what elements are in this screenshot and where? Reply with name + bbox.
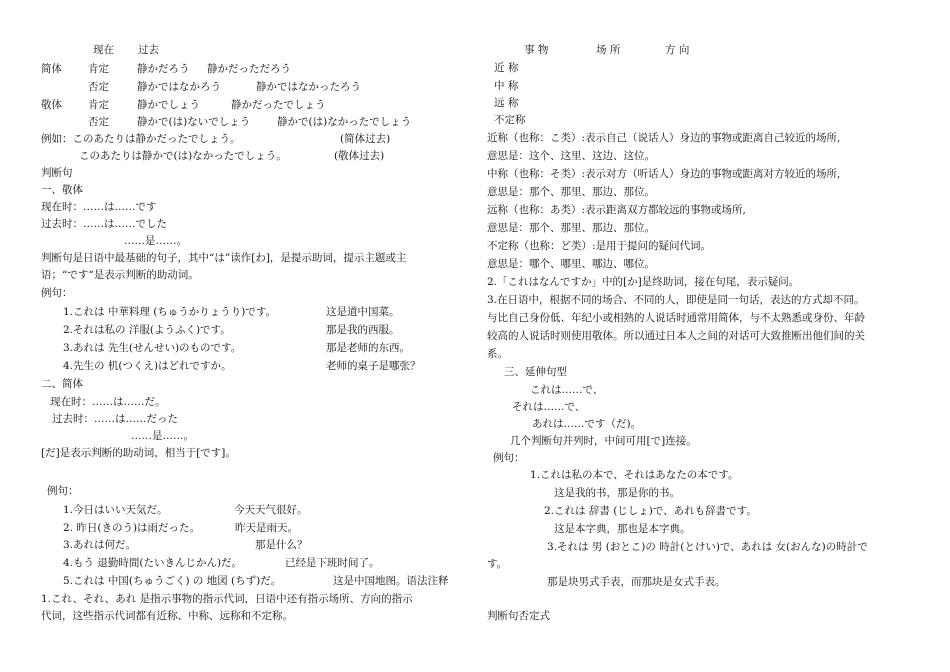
example-jp: 4.先生の 机(つくえ)はどれですか。 (63, 360, 232, 372)
notes-line: 代词，这些指示代词都有近称、中称、远称和不定称。 (41, 610, 293, 622)
text-line: 与比自己身份低、年纪小或相熟的人说话时通常用简体，与不太熟悉或身份、年龄 (487, 312, 865, 324)
row-kind: 肯定 (88, 99, 109, 111)
text-line: 中称（也称：そ类）:表示对方（听话人）身边的事物或距离对方较近的场所, (487, 168, 841, 180)
example-cn: 已经是下班时间了。 (285, 557, 380, 569)
table-row-label: 中 称 (494, 80, 519, 92)
explanation-line: 判断句是日语中最基础的句子，其中“は”读作[わ]，是提示助词，提示主题或主 (41, 252, 407, 264)
row-now: 静かでしょう (137, 99, 200, 111)
row-past: 静かではなかったろう (256, 81, 361, 93)
plain-past-pattern: 过去时：……は……だった (52, 413, 178, 425)
text-line: 近称（也称：こ类）:表示自己（说话人）身边的事物或距离自己较近的场所, (487, 132, 841, 144)
polite-meaning: ……是……。 (124, 235, 187, 247)
row-past: 静かだったでしょう (231, 99, 326, 111)
table-row-label: 近 称 (494, 62, 519, 74)
example-cn: 那是我的西服。 (326, 324, 400, 336)
example-jp: 2.それは私の 洋服(ようふく)です。 (63, 324, 231, 336)
polite-past-pattern: 过去时：……は……でした (41, 218, 167, 230)
example-cn: 老师的桌子是哪张？ (326, 360, 421, 372)
example-intro-note: (简体过去) (340, 133, 391, 145)
example-label: 例句： (493, 452, 525, 464)
example-jp: 4.もう 退勤時間(たいきんじかん)だ。 (63, 557, 243, 569)
example-jp: 3.あれは何だ。 (63, 539, 137, 551)
section-heading-polite: 一、敬体 (41, 184, 83, 196)
row-past: 静かだっただろう (207, 63, 291, 75)
example-cn: 昨天是雨天。 (235, 522, 298, 534)
example-label: 例句： (47, 485, 79, 497)
notes-line: 1.これ、それ、あれ 是指示事物的指示代词，日语中还有指示场所、方向的指示 (41, 593, 413, 605)
table-row-label: 远 称 (494, 97, 519, 109)
example-2-note: (敬体过去) (334, 150, 385, 162)
extend-explanation: 几个判断句并列时，中间可用[で]连接。 (510, 435, 697, 447)
text-line: 3.在日语中，根据不同的场合、不同的人，即使是同一句话，表达的方式却不同。 (487, 294, 865, 306)
plain-explanation: [だ]是表示判断的助动词，相当于[です]。 (41, 447, 236, 459)
example-line: 这是本字典，那也是本字典。 (554, 523, 691, 535)
row-kind: 肯定 (88, 63, 109, 75)
example-line: す。 (487, 558, 508, 570)
example-jp: 1.今日はいい天気だ。 (63, 504, 168, 516)
text-line: 远称（也称：あ类）:表示距离双方都较远的事物或场所, (487, 204, 746, 216)
example-cn: 今天天气很好。 (234, 504, 308, 516)
row-now: 静かではなかろう (137, 81, 221, 93)
table-header-thing: 事 物 (524, 44, 549, 56)
example-line: 2.これは 辞書 (じしょ)で、あれも辞書です。 (544, 505, 757, 517)
text-line: 系。 (487, 348, 508, 360)
footer-heading: 判断句否定式 (487, 610, 550, 622)
example-cn: 这是道中国菜。 (326, 306, 400, 318)
example-jp: 2. 昨日(きのう)は雨だった。 (63, 522, 201, 534)
example-cn: 这是中国地图。语法注释 (333, 575, 449, 587)
table-header-place: 场 所 (596, 44, 621, 56)
polite-present-pattern: 现在时：……は……です (41, 201, 157, 213)
example-line: 这是我的书，那是你的书。 (554, 487, 680, 499)
example-2: このあたりは静かで(は)なかったでしょう。 (79, 150, 287, 162)
extend-pattern: あれは……です（だ)。 (532, 418, 642, 430)
row-style: 简体 (41, 63, 62, 75)
example-cn: 那是什么？ (255, 539, 308, 551)
example-jp: 5.これは 中国(ちゅうごく) の 地図 (ちず)だ。 (63, 575, 282, 587)
example-line: 1.これは私の本で、それはあなたの本です。 (530, 469, 739, 481)
row-kind: 否定 (88, 116, 109, 128)
text-line: 意思是：哪个、哪里、哪边、哪位。 (487, 258, 655, 270)
text-line: 意思是：这个、这里、这边、这位。 (487, 150, 655, 162)
row-past: 静かで(は)なかったでしょう (277, 116, 412, 128)
plain-meaning: ……是……。 (131, 430, 194, 442)
explanation-line: 语；“です“是表示判断的助动词。 (41, 269, 199, 281)
example-line: 那是块男式手表，而那块是女式手表。 (547, 576, 726, 588)
row-now: 静かだろう (137, 63, 190, 75)
text-line: 2.「これはなんですか」中的[か]是终助词，接在句尾，表示疑问。 (487, 276, 800, 288)
table-row-label: 不定称 (494, 114, 526, 126)
example-cn: 那是老师的东西。 (326, 342, 410, 354)
example-intro: 例如：このあたりは静かだったでしょう。 (41, 133, 241, 145)
example-jp: 3.あれは 先生(せんせい)のものです。 (63, 342, 242, 354)
example-line: 3.それは 男 (おとこ)の 時計(とけい)で、あれは 女(おんな)の時計で (547, 541, 868, 553)
example-label: 例句： (41, 287, 73, 299)
table-header-direction: 方 向 (665, 44, 690, 56)
plain-present-pattern: 现在时：……は……だ。 (50, 396, 166, 408)
section-heading-extend: 三、延伸句型 (504, 366, 567, 378)
example-jp: 1.これは 中華料理 (ちゅうかりょうり)です。 (63, 306, 277, 318)
section-heading-plain: 二、简体 (41, 378, 83, 390)
row-kind: 否定 (88, 81, 109, 93)
row-style: 敬体 (41, 99, 62, 111)
text-line: 不定称（也称：ど类）:是用于提问的疑问代词。 (487, 240, 712, 252)
table-header-now: 现在 (93, 44, 114, 56)
extend-pattern: これは……で、 (530, 384, 604, 396)
section-heading-judgment: 判断句 (41, 167, 73, 179)
table-header-past: 过去 (138, 44, 159, 56)
row-now: 静かで(は)ないでしょう (137, 116, 251, 128)
text-line: 较高的人说话时则使用敬体。所以通过日本人之间的对话可大致推断出他们间的关 (487, 330, 865, 342)
text-line: 意思是：那个、那里、那边、那位。 (487, 186, 655, 198)
extend-pattern: それは……で、 (512, 401, 586, 413)
text-line: 意思是：那个、那里、那边、那位。 (487, 222, 655, 234)
